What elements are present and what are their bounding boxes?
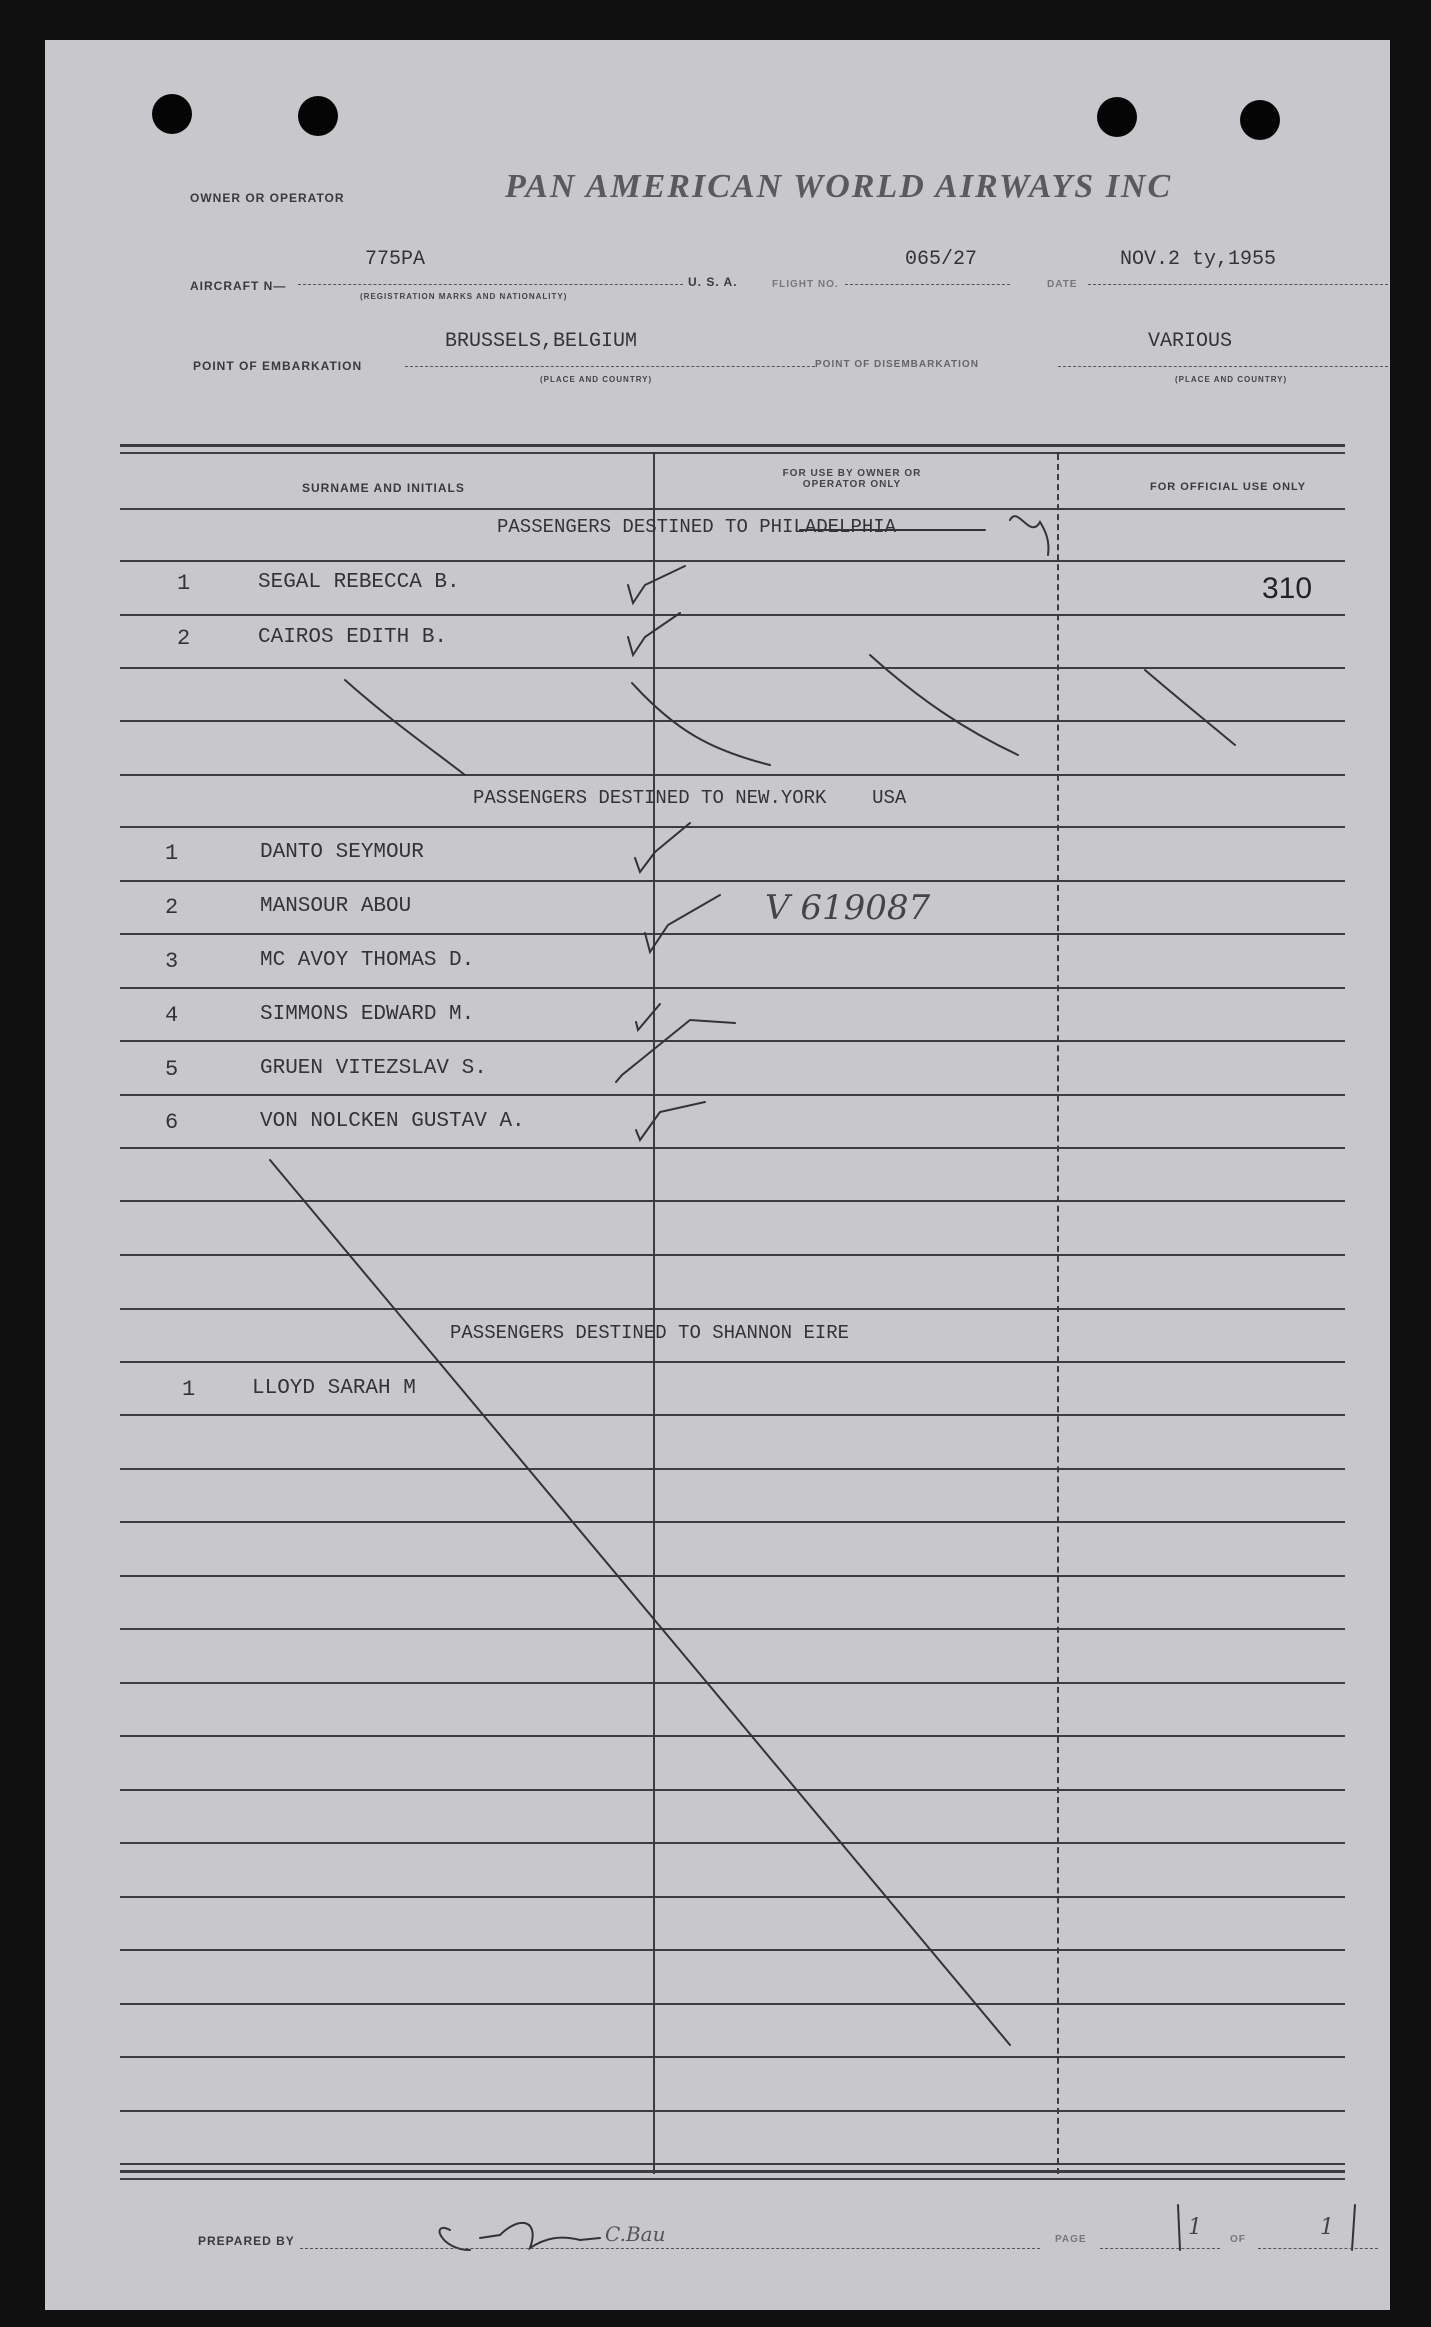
of-stroke <box>1352 2205 1355 2250</box>
passenger-number: 5 <box>165 1057 179 1082</box>
passenger-number: 1 <box>165 841 179 866</box>
flight-label: FLIGHT NO. <box>772 279 839 290</box>
prepared-underline <box>300 2248 1040 2249</box>
aircraft-value: 775PA <box>365 248 426 271</box>
signature-text: C.Bau <box>605 2222 666 2246</box>
passenger-name: DANTO SEYMOUR <box>260 841 424 864</box>
owner-stamp: PAN AMERICAN WORLD AIRWAYS INC <box>505 168 1173 205</box>
disembark-label: POINT OF DISEMBARKATION <box>815 359 979 370</box>
handwritten-code: V 619087 <box>765 888 931 928</box>
check-mark <box>628 613 680 655</box>
date-label: DATE <box>1047 279 1078 290</box>
of-underline <box>1258 2248 1378 2249</box>
official-number: 310 <box>1262 572 1313 605</box>
strike-line <box>870 655 1018 755</box>
passenger-name: VON NOLCKEN GUSTAV A. <box>260 1110 525 1133</box>
embark-value: BRUSSELS,BELGIUM <box>445 330 638 353</box>
place-note: (PLACE AND COUNTRY) <box>540 375 653 384</box>
passenger-number: 6 <box>165 1110 179 1135</box>
check-mark <box>635 823 690 872</box>
signature-stroke <box>440 2223 600 2250</box>
date-value: NOV.2 ty,1955 <box>1120 248 1277 271</box>
passenger-name: MANSOUR ABOU <box>260 895 412 918</box>
col-official-header: FOR OFFICIAL USE ONLY <box>1150 481 1307 493</box>
place-note-2: (PLACE AND COUNTRY) <box>1175 375 1288 384</box>
strike-line <box>632 683 770 765</box>
check-mark <box>628 566 685 603</box>
passenger-name: MC AVOY THOMAS D. <box>260 949 475 972</box>
flight-value: 065/27 <box>905 248 978 271</box>
passenger-number: 2 <box>165 895 179 920</box>
cross-out-diagonal <box>270 1160 1010 2045</box>
section-heading: PASSENGERS DESTINED TO SHANNON EIRE <box>450 1322 850 1344</box>
col-surname-header: SURNAME AND INITIALS <box>302 481 465 495</box>
passenger-name: LLOYD SARAH M <box>252 1377 416 1400</box>
of-label: OF <box>1230 2234 1246 2245</box>
passenger-name: GRUEN VITEZSLAV S. <box>260 1057 487 1080</box>
page-stroke <box>1178 2205 1180 2250</box>
of-value: 1 <box>1320 2215 1334 2240</box>
passenger-number: 1 <box>182 1377 196 1402</box>
disembark-value: VARIOUS <box>1148 330 1233 353</box>
prepared-label: PREPARED BY <box>198 2234 295 2248</box>
passenger-number: 1 <box>177 571 191 596</box>
passenger-number: 3 <box>165 949 179 974</box>
section-heading: PASSENGERS DESTINED TO PHILADELPHIA <box>497 516 897 538</box>
strike-line <box>1145 670 1235 745</box>
passenger-name: SEGAL REBECCA B. <box>258 571 460 594</box>
check-mark <box>636 1102 705 1140</box>
check-mark <box>645 895 720 952</box>
embark-label: POINT OF EMBARKATION <box>193 359 363 373</box>
registration-note: (REGISTRATION MARKS AND NATIONALITY) <box>360 292 568 301</box>
col-owner-header: FOR USE BY OWNER OR OPERATOR ONLY <box>782 468 922 490</box>
passenger-number: 4 <box>165 1003 179 1028</box>
scribble <box>1010 516 1048 555</box>
passenger-name: CAIROS EDITH B. <box>258 626 448 649</box>
strike-line <box>345 680 465 775</box>
page-value: 1 <box>1188 2215 1202 2240</box>
page-label: PAGE <box>1055 2234 1087 2245</box>
check-mark <box>616 1020 735 1082</box>
usa-label: U. S. A. <box>688 275 738 289</box>
passenger-number: 2 <box>177 626 191 651</box>
page-underline <box>1100 2248 1220 2249</box>
owner-label: OWNER OR OPERATOR <box>190 191 345 205</box>
section-heading: PASSENGERS DESTINED TO NEW.YORK USA <box>473 787 907 809</box>
passenger-name: SIMMONS EDWARD M. <box>260 1003 475 1026</box>
check-mark <box>636 1004 660 1030</box>
aircraft-label: AIRCRAFT N— <box>190 279 287 293</box>
